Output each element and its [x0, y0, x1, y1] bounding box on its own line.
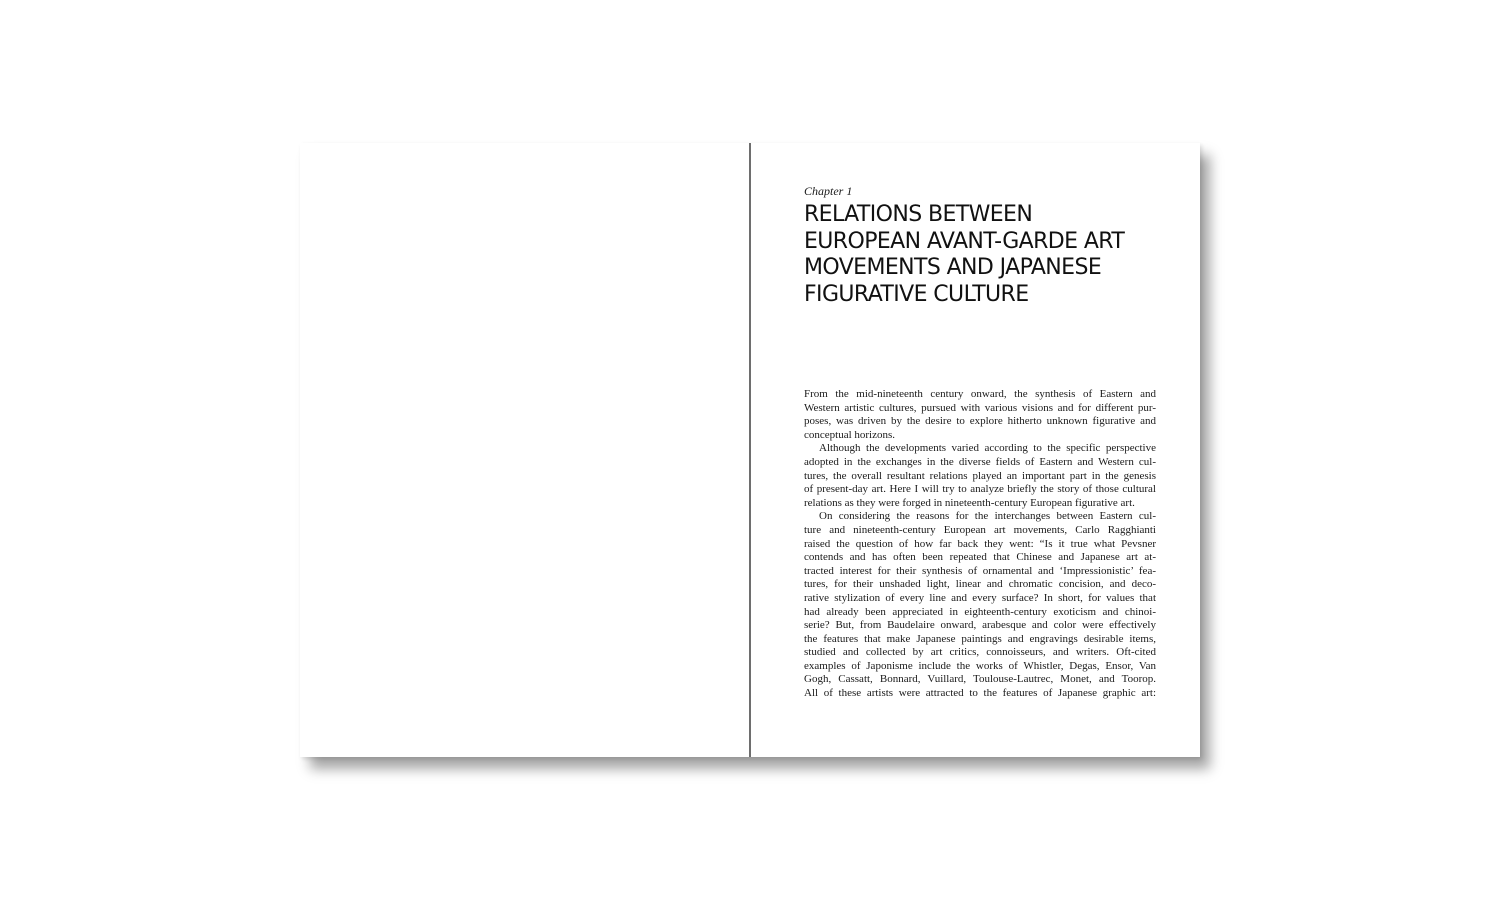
- body-line: studied and collected by art critics, connoisseurs, and writers. Oft-cited: [804, 646, 1156, 659]
- body-line: the features that make Japanese paintings and engravings desirable items,: [804, 632, 1156, 645]
- body-line: raised the question of how far back they went: “Is it true what Pevsner: [804, 537, 1156, 550]
- body-line: of present-day art. Here I will try to analyze briefly the story of those cultural: [804, 483, 1156, 496]
- chapter-title-line: FIGURATIVE CULTURE: [804, 281, 1029, 307]
- body-line: serie? But, from Baudelaire onward, arabesque and color were effectively: [804, 619, 1156, 632]
- chapter-title-line: RELATIONS BETWEEN: [804, 202, 1033, 227]
- body-line: All of these artists were attracted to the features of Japanese graphic art:: [804, 687, 1156, 700]
- chapter-title-line: EUROPEAN AVANT-GARDE ART: [804, 228, 1125, 254]
- body-line: From the mid-nineteenth century onward, the synthesis of Eastern and: [804, 388, 1156, 400]
- body-line: Gogh, Cassatt, Bonnard, Vuillard, Toulouse-Lautrec, Monet, and Toorop.: [804, 673, 1156, 686]
- body-line: tures, for their unshaded light, linear and chromatic concision, and deco-: [804, 578, 1156, 591]
- chapter-label: Chapter 1: [804, 184, 853, 198]
- body-line: relations as they were forged in nineteenth-century European figurative art.: [804, 496, 1135, 509]
- body-line: contends and has often been repeated that Chinese and Japanese art at-: [804, 551, 1156, 564]
- body-line: had already been appreciated in eighteenth-century exoticism and chinoi-: [804, 605, 1156, 618]
- body-line: conceptual horizons.: [804, 428, 896, 441]
- left-page: [300, 143, 749, 757]
- body-text: [804, 388, 1156, 701]
- chapter-title-line: MOVEMENTS AND JAPANESE: [804, 255, 1102, 280]
- body-line: examples of Japonisme include the works of Whistler, Degas, Ensor, Van: [804, 659, 1156, 672]
- body-line: tures, the overall resultant relations played an important part in the genesis: [804, 469, 1156, 482]
- body-line: Western artistic cultures, pursued with various visions and for different pur-: [804, 401, 1156, 414]
- body-line: rative stylization of every line and every surface? In short, for values that: [804, 591, 1156, 604]
- body-line: On considering the reasons for the interchanges between Eastern cul-: [819, 510, 1156, 523]
- body-line: poses, was driven by the desire to explore hitherto unknown figurative and: [804, 415, 1156, 428]
- body-line: Although the developments varied according to the specific perspective: [819, 442, 1156, 455]
- body-line: tracted interest for their synthesis of ornamental and ‘Impressionistic’ fea-: [804, 564, 1156, 577]
- book-spread: [300, 143, 1200, 757]
- chapter-title: [804, 202, 1184, 308]
- body-line: ture and nineteenth-century European art movements, Carlo Ragghianti: [804, 523, 1156, 536]
- body-line: adopted in the exchanges in the diverse fields of Eastern and Western cul-: [804, 455, 1156, 468]
- right-page: [751, 143, 1200, 757]
